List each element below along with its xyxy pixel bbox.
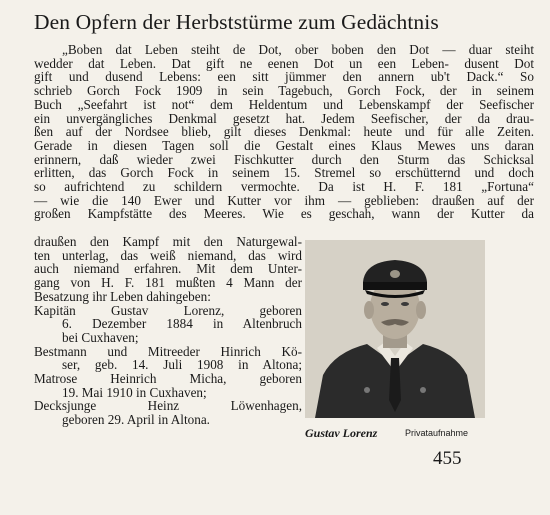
text-line: ßen auf der Nordsee blieb, gilt dieses Denkmal: heute und für alle Zeiten. (34, 124, 534, 140)
text-line: Kapitän Gustav Lorenz, geboren (34, 302, 302, 318)
portrait-photo (305, 240, 485, 418)
text-line: Matrose Heinrich Micha, geboren (34, 371, 302, 387)
text-line: 19. Mai 1910 in Cuxhaven; (62, 384, 207, 400)
article-column-text (34, 235, 302, 427)
text-line: Besatzung ihr Leben dahingeben: (34, 288, 211, 304)
text-line: — wie die 140 Ewer und Kutter vor ihm — geblieben: draußen auf der (34, 192, 534, 208)
text-line: 6. Dezember 1884 in Altenbruch (62, 316, 302, 332)
text-line: Gerade in diesen Tagen soll die Gestalt eines Klaus Mewes uns daran (34, 137, 534, 153)
text-line: erlitten, das Gorch Fock in seinem 15. Stremel so erschütternd und doch (34, 165, 534, 181)
article-title: Den Opfern der Herbststürme zum Gedächtnis (34, 10, 439, 34)
text-line: erinnern, daß wieder zwei Fischkutter durch den Sturm das Schicksal (34, 151, 534, 167)
text-line: gang von H. F. 181 mußten 4 Mann der (34, 275, 302, 291)
text-line: geboren 29. April in Altona. (62, 412, 210, 428)
text-line: gift und dusend Lebens: een sitt jümmer den annern ub't Dack.“ So (34, 69, 534, 85)
text-line: ser, geb. 14. Juli 1908 in Altona; (62, 357, 302, 373)
text-line: Buch „Seefahrt ist not“ dem Heldentum und Lebenskampf der Seefischer (34, 96, 534, 112)
text-line: auch niemand erfahren. Mit dem Unter- (34, 261, 302, 277)
page-number: 455 (433, 448, 462, 469)
text-line: bei Cuxhaven; (62, 329, 139, 345)
text-line: wedder dat Leben. Dat gift ne eenen Dot un een Leben- dusent Dot (34, 55, 534, 71)
text-line: schrieb Gorch Fock 1909 in sein Tagebuch, Gorch Fock, der in seinem (34, 83, 534, 99)
photo-caption-name: Gustav Lorenz (305, 426, 378, 440)
photo-caption-credit: Privataufnahme (405, 428, 469, 438)
text-line: so aufrichtend zu schildern vermochte. Da ist H. F. 181 „Fortuna“ (34, 179, 534, 195)
article-intro-text (34, 43, 534, 221)
text-line: Bestmann und Mitreeder Hinrich Kö- (34, 343, 302, 359)
text-line: großen Kampfstätte des Meeres. Wie es geschah, wann der Kutter da (34, 206, 534, 222)
text-line: „Boben dat Leben steiht de Dot, ober boben den Dot — duar steiht (62, 42, 534, 57)
text-line: ten unterlag, das weiß niemand, das wird (34, 247, 302, 263)
text-line: ein unvergängliches Denkmal gesetzt hat. Jedem Seefischer, der da drau- (34, 110, 534, 126)
text-line: Decksjunge Heinz Löwenhagen, (34, 398, 302, 414)
text-line: draußen den Kampf mit den Naturgewal- (34, 234, 302, 249)
